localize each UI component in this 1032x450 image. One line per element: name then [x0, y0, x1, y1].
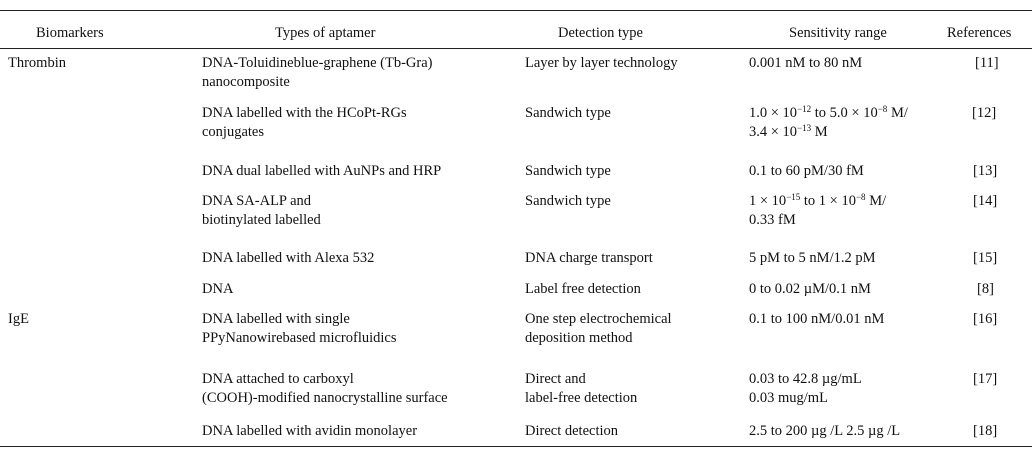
- sensitivity-cell: 0.1 to 100 nM/0.01 nM: [749, 311, 885, 327]
- reference-cell: [16]: [973, 311, 998, 327]
- sensitivity-cell: 2.5 to 200 µg /L 2.5 µg /L: [749, 423, 901, 439]
- aptamer-cell: DNA SA-ALP and biotinylated labelled: [202, 193, 321, 228]
- reference-cell: [8]: [977, 281, 994, 297]
- detection-cell: Sandwich type: [525, 105, 611, 121]
- header-aptamer: Types of aptamer: [275, 25, 376, 41]
- reference-cell: [11]: [975, 55, 999, 71]
- reference-cell: [13]: [973, 163, 998, 179]
- sensitivity-cell: 0.03 to 42.8 µg/mL 0.03 mug/mL: [749, 371, 862, 406]
- aptamer-cell: DNA labelled with the HCoPt-RGs conjugates: [202, 105, 407, 140]
- reference-cell: [14]: [973, 193, 998, 209]
- header-rule: [0, 48, 1032, 49]
- aptamer-cell: DNA dual labelled with AuNPs and HRP: [202, 163, 442, 179]
- sensitivity-cell: $1.0 \times 10^{-12}$ to $5.0 \times 10^{-8}$ M/ $3.4 \times 10^{-13}$ M: [749, 104, 908, 140]
- aptamer-cell: DNA-Toluidineblue-graphene (Tb-Gra) nanocomposite: [202, 55, 433, 90]
- reference-cell: [12]: [972, 105, 997, 121]
- header-references: References: [947, 25, 1012, 41]
- detection-cell: Direct detection: [525, 423, 618, 439]
- reference-cell: [17]: [973, 371, 998, 387]
- reference-cell: [15]: [973, 250, 998, 266]
- detection-cell: Label free detection: [525, 281, 641, 297]
- bottom-rule: [0, 446, 1032, 447]
- header-biomarkers: Biomarkers: [36, 25, 104, 41]
- detection-cell: One step electrochemical deposition method: [525, 311, 672, 346]
- detection-cell: DNA charge transport: [525, 250, 653, 266]
- detection-cell: Layer by layer technology: [525, 55, 678, 71]
- sensitivity-cell: 5 pM to 5 nM/1.2 pM: [749, 250, 876, 266]
- aptamer-cell: DNA: [202, 281, 234, 297]
- detection-cell: Sandwich type: [525, 193, 611, 209]
- sensitivity-cell: 0.1 to 60 pM/30 fM: [749, 163, 864, 179]
- top-rule: [0, 10, 1032, 11]
- sensitivity-cell: 0 to 0.02 µM/0.1 nM: [749, 281, 871, 297]
- sensitivity-cell: 0.001 nM to 80 nM: [749, 55, 863, 71]
- sensitivity-cell: $1 \times 10^{-15}$ to $1 \times 10^{-8}$ M/ 0.33 fM: [749, 192, 887, 228]
- header-sensitivity: Sensitivity range: [789, 25, 887, 41]
- aptamer-cell: DNA labelled with single PPyNanowirebased microfluidics: [202, 311, 397, 346]
- detection-cell: Direct and label-free detection: [525, 371, 638, 406]
- reference-cell: [18]: [973, 423, 998, 439]
- aptamer-cell: DNA attached to carboxyl (COOH)-modified nanocrystalline surface: [202, 371, 448, 406]
- header-detection: Detection type: [558, 25, 643, 41]
- detection-cell: Sandwich type: [525, 163, 611, 179]
- aptamer-cell: DNA labelled with Alexa 532: [202, 250, 375, 266]
- aptamer-cell: DNA labelled with avidin monolayer: [202, 423, 418, 439]
- biomarker-cell: Thrombin: [8, 55, 66, 71]
- biomarker-cell: IgE: [8, 311, 29, 327]
